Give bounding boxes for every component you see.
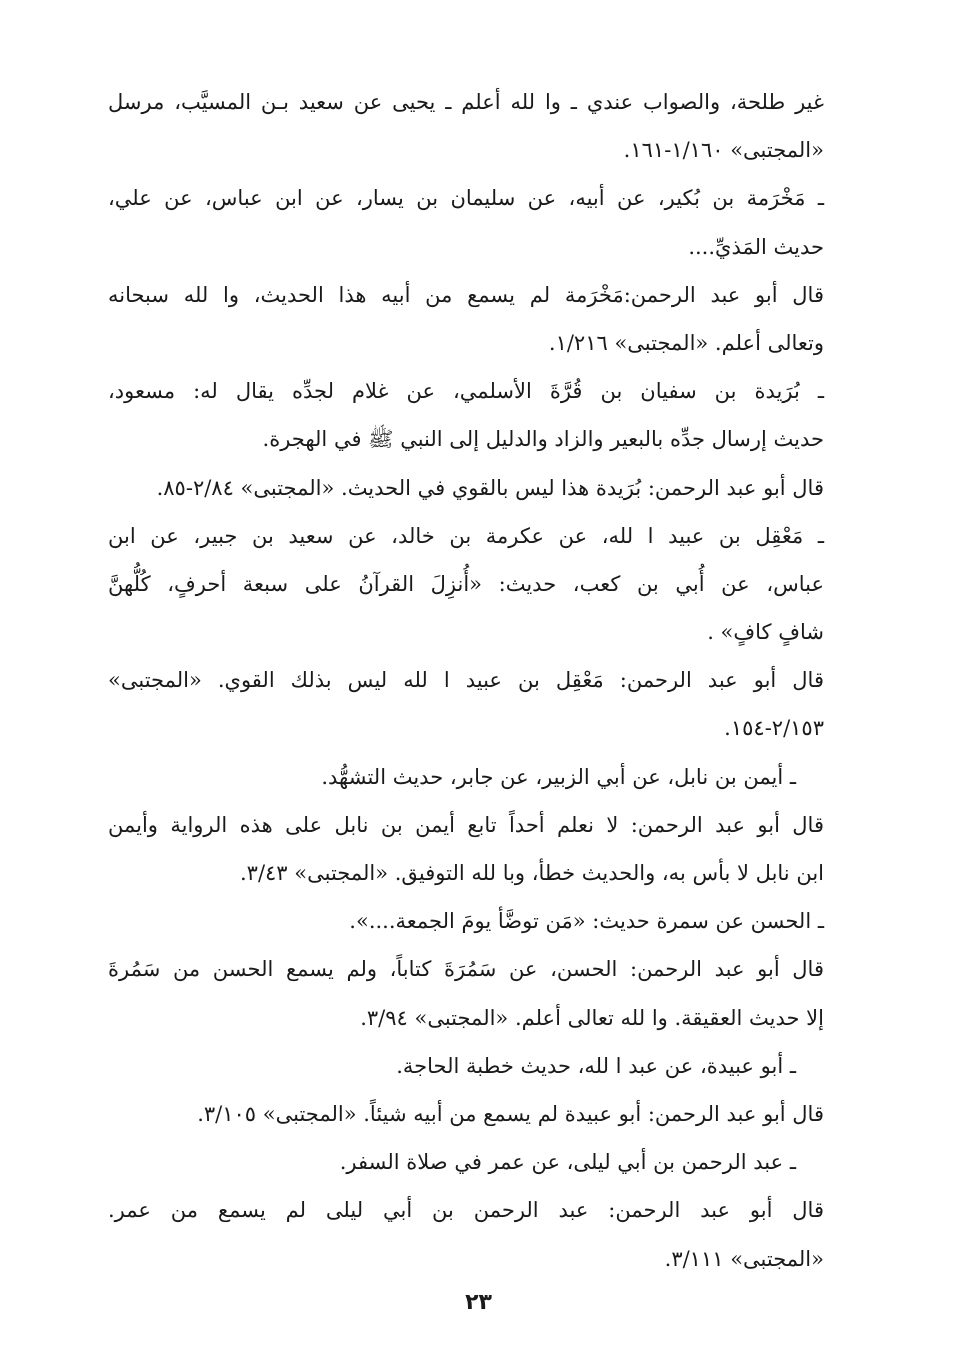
text-line: قال أبو عبد الرحمن: مَعْقِل بن عبيد ا لله ليس بذلك القوي. «المجتبى» (108, 668, 824, 693)
text-line: ٢/١٥٣-١٥٤. (724, 716, 824, 741)
text-line: قال أبو عبد الرحمن: بُرَيدة هذا ليس بالقوي في الحديث. «المجتبى» ٢/٨٤-٨٥. (156, 475, 824, 500)
text-line: «المجتبى» ١/١٦٠-١٦١. (623, 138, 824, 163)
text-line: ـ مَعْقِل بن عبيد ا لله، عن عكرمة بن خالد، عن سعيد بن جبير، عن ابن (108, 523, 824, 548)
text-line: وتعالى أعلم. «المجتبى» ١/٢١٦. (548, 330, 824, 355)
text-line: ابن نابل لا بأس به، والحديث خطأ، وبا لله التوفيق. «المجتبى» ٣/٤٣. (239, 861, 824, 885)
text-line: ـ أبو عبيدة، عن عبد ا لله، حديث خطبة الحاجة. (396, 1053, 796, 1078)
page-number: ٢٣ (465, 1290, 492, 1315)
text-line: ـ أيمن بن نابل، عن أبي الزبير، عن جابر، حديث التشهُّد. (321, 764, 796, 789)
text-line: إلا حديث العقيقة. وا لله تعالى أعلم. «المجتبى» ٣/٩٤. (360, 1005, 824, 1030)
text-line: شافٍ كافٍ» . (707, 620, 824, 645)
page-body-text (108, 78, 824, 1283)
text-line: ـ عبد الرحمن بن أبي ليلى، عن عمر في صلاة السفر. (339, 1150, 796, 1175)
text-line: غير طلحة، والصواب عندي ـ وا لله أعلم ـ يحيى عن سعيد بـن المسيَّب، مرسل (108, 90, 824, 114)
text-line: قال أبو عبد الرحمن:مَخْرَمة لم يسمع من أبيه هذا الحديث، وا لله سبحانه (108, 282, 824, 307)
text-line: ـ الحسن عن سمرة حديث: «مَن توضَّأ يومَ الجمعة....». (349, 909, 824, 934)
text-line: قال أبو عبد الرحمن: عبد الرحمن بن أبي ليلى لم يسمع من عمر. (108, 1198, 824, 1223)
text-line: قال أبو عبد الرحمن: الحسن، عن سَمُرَةَ كتاباً، ولم يسمع الحسن من سَمُرةَ (108, 957, 824, 982)
text-line: ـ مَخْرَمة بن بُكير، عن أبيه، عن سليمان بن يسار، عن ابن عباس، عن علي، (108, 186, 824, 211)
text-line: حديث المَذيِّ.... (688, 234, 824, 259)
text-line: عباس، عن أُبي بن كعب، حديث: «أُنزِلَ القرآنُ على سبعة أحرفٍ، كُلُّهنَّ (108, 571, 824, 596)
text-line: قال أبو عبد الرحمن: لا نعلم أحداً تابع أيمن بن نابل على هذه الرواية وأيمن (108, 812, 824, 837)
text-line: حديث إرسال جدِّه بالبعير والزاد والدليل إلى النبي ﷺ في الهجرة. (262, 427, 824, 452)
text-line: ـ بُرَيدة بن سفيان بن قُرَّةَ الأسلمي، عن غلام لجدِّه يقال له: مسعود، (108, 379, 824, 404)
text-line: «المجتبى» ٣/١١١. (664, 1246, 824, 1271)
text-line: قال أبو عبد الرحمن: أبو عبيدة لم يسمع من أبيه شيئاً. «المجتبى» ٣/١٠٥. (197, 1101, 824, 1126)
